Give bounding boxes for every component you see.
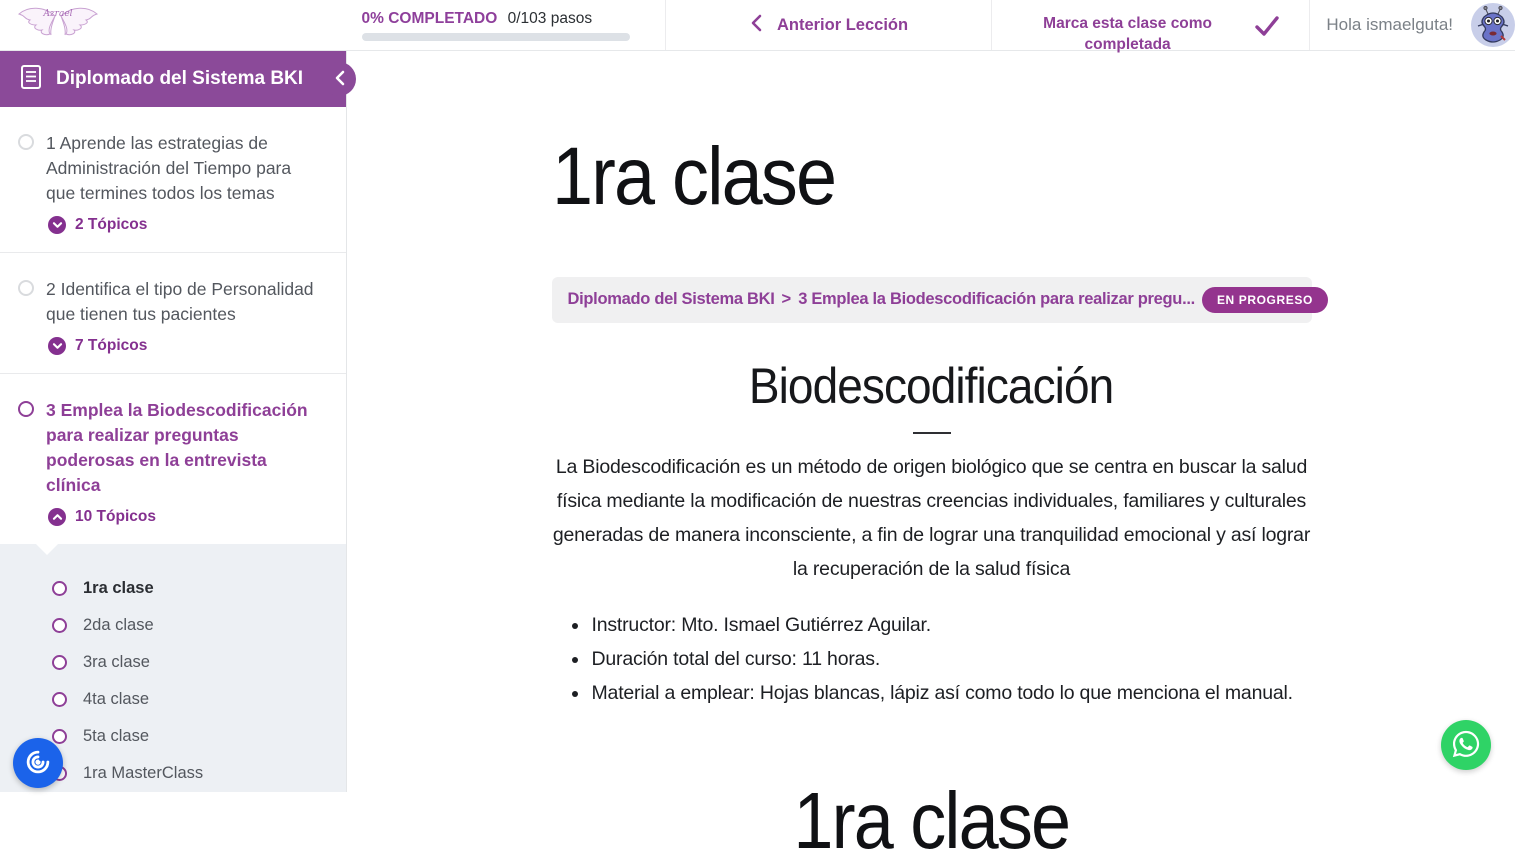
user-menu[interactable] [1310,0,1515,50]
lesson-2-topics-toggle[interactable] [48,337,322,355]
accessibility-icon [22,746,54,781]
topic-label: 5ta clase [83,727,150,745]
panel-notch [36,544,58,555]
topic-status-circle [52,655,67,670]
topic-status-circle [52,729,67,744]
topic-status-circle [52,581,67,596]
topbar [0,0,1515,51]
topic-label: 1ra MasterClass [83,764,204,782]
lesson-title: 1 Aprende las estrategias de Administración del Tiempo para que termines todos los temas [46,133,292,203]
topic-item-1ra-clase[interactable] [0,570,346,607]
topics-count-label: 2 Tópicos [75,216,148,233]
sidebar-lesson-3[interactable] [0,374,346,544]
sidebar-collapse-button[interactable] [322,62,356,96]
topic-label: 4ta clase [83,690,150,708]
topic-label: 1ra clase [83,579,154,597]
mark-complete-button[interactable] [992,0,1310,53]
status-badge: EN PROGRESO [1202,287,1328,313]
topic-label: 2da clase [83,616,154,634]
lesson-title: 2 Identifica el tipo de Personalidad que tienen tus pacientes [46,279,314,324]
previous-lesson-label: Anterior Lección [776,15,909,34]
lesson-details-list [590,608,1312,710]
breadcrumb-lesson-link[interactable]: 3 Emplea la Biodescodificación para realizar pregu... [798,290,1195,309]
lesson-description: La Biodescodificación es un método de origen biológico que se centra en buscar la salud física mediante la modificación de nuestras creencias individuales, familiares y culturales generadas de manera inconsciente, a fin de lograr una tranquilidad emocional y así lograr la recuperación de la salud física [552,455,1311,580]
topic-status-circle [52,618,67,633]
chevron-up-icon [48,508,66,526]
list-item: • Material a emplear: Hojas blancas, lápiz así como todo lo que menciona el manual. [590,676,1312,710]
topics-count-label: 7 Tópicos [75,337,148,354]
course-header [0,51,346,107]
breadcrumb-separator: > [781,290,792,309]
whatsapp-icon [1451,729,1481,762]
sidebar-lesson-1[interactable] [0,107,346,253]
lesson-title: 3 Emplea la Biodescodificación para realizar preguntas poderosas en la entrevista clínica [46,400,308,495]
next-section-title: 1ra clase [793,775,1070,865]
topic-item-2da-clase[interactable] [0,607,346,644]
progress-steps-label: 0/103 pasos [507,9,593,27]
user-greeting: Hola ismaelguta! [1326,15,1454,34]
lesson-content [348,51,1515,865]
sidebar-lesson-2[interactable] [0,253,346,374]
lesson-status-circle [18,401,34,417]
topic-label: 3ra clase [83,653,150,671]
topic-item-3ra-clase[interactable] [0,644,346,681]
wings-logo-icon [14,2,102,49]
avatar[interactable] [1471,3,1515,47]
topic-status-circle [52,692,67,707]
lesson-status-circle [18,134,34,150]
topic-item-4ta-clase[interactable] [0,681,346,718]
mark-complete-label: Marca esta clase como completada [1043,15,1213,53]
list-item: • Instructor: Mto. Ismael Gutiérrez Aguilar. [590,608,1312,642]
previous-lesson-button[interactable] [666,0,991,50]
heading-divider [913,432,951,434]
breadcrumb [552,277,1312,323]
chevron-down-icon [48,337,66,355]
whatsapp-button[interactable] [1441,720,1491,770]
course-progress [346,0,666,50]
page-title: 1ra clase [551,131,835,222]
topics-count-label: 10 Tópicos [75,508,156,525]
section-heading: Biodescodificación [749,357,1114,414]
logo-text: Azrael [43,8,73,19]
accessibility-widget-button[interactable] [13,738,63,788]
check-icon [1254,15,1280,42]
chevron-down-icon [48,216,66,234]
lesson-3-topics-toggle[interactable] [48,508,322,526]
course-sidebar [0,51,347,792]
list-item: • Duración total del curso: 11 horas. [590,642,1312,676]
chevron-left-icon [334,70,345,89]
document-icon [20,64,42,95]
breadcrumb-course-link[interactable]: Diplomado del Sistema BKI [567,290,775,309]
course-title: Diplomado del Sistema BKI [56,68,304,89]
progress-bar [362,33,630,41]
chevron-left-icon [749,13,763,38]
site-logo[interactable] [0,0,346,50]
lesson-status-circle [18,280,34,296]
lesson-1-topics-toggle[interactable] [48,216,322,234]
progress-percent-label: 0% COMPLETADO [361,9,498,27]
